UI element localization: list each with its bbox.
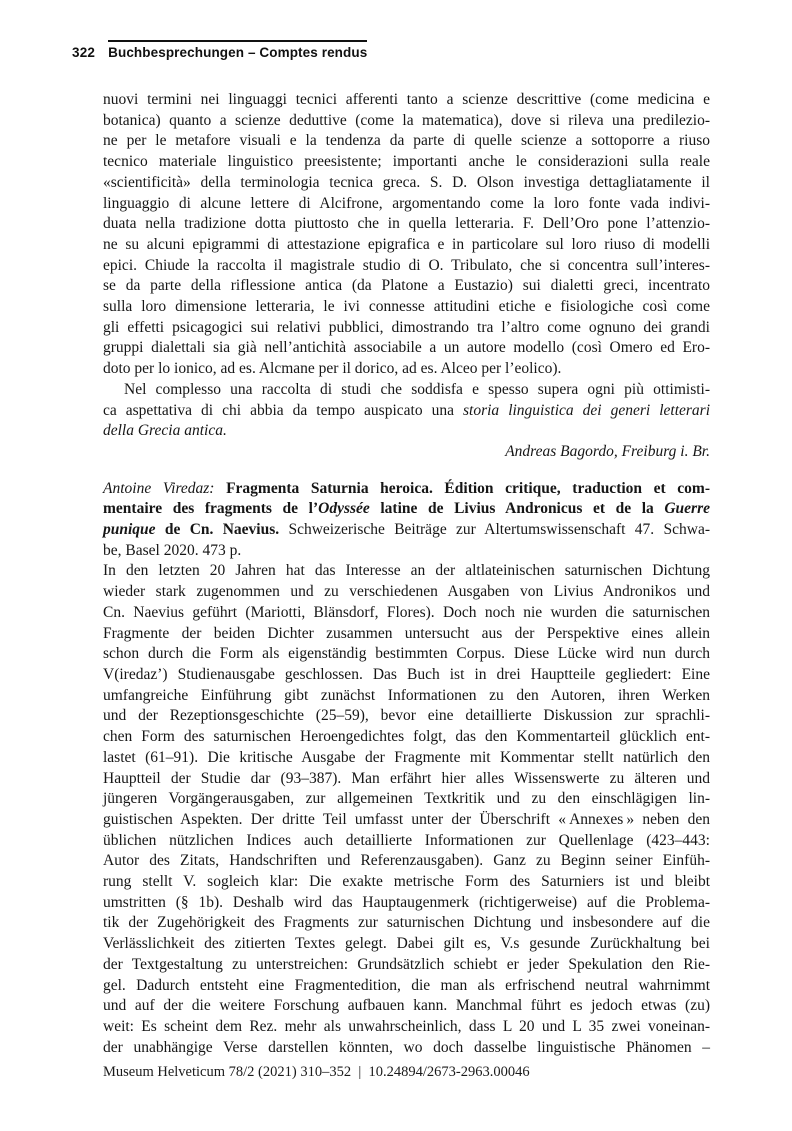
text-line: linguaggio di alcune lettere di Alcifrone, argomentando come la loro fonte vada indivi- [103, 194, 710, 212]
text-line: guistischen Aspekten. Der dritte Teil umfasst unter der Überschrift « Annexes » neben den [103, 810, 710, 828]
text-line: der Textgestaltung zu unterstreichen: Grundsätzlich schiebt er jeder Spekulation den Rie- [103, 955, 710, 973]
text-line: weit: Es scheint dem Rez. mehr als unwahrscheinlich, dass L 20 und L 35 zwei voneinan- [103, 1017, 710, 1035]
page-header [72, 40, 367, 60]
text-line: botanica) quanto a scienze deduttive (come la matematica), dove si rileva una predilezio- [103, 111, 710, 129]
text-line: jüngeren Vorgängerausgaben, zur allgemeinen Textkritik und zu den einschlägigen lin- [103, 790, 710, 808]
text-line: und auf der die weitere Forschung aufbauen kann. Manchmal führt es jedoch etwas (zu) [103, 997, 710, 1015]
text-line: duata nella tradizione dotta piuttosto che in quella letteraria. F. Dell’Oro pone l’attenzio- [103, 215, 710, 233]
running-head: Buchbesprechungen – Comptes rendus [108, 40, 367, 60]
text-line: umfangreiche Einführung gibt zunächst Informationen zu den Autoren, ihren Werken [103, 686, 710, 704]
text-line: tecnico materiale linguistico preesistente; importanti anche le considerazioni sulla reale [103, 153, 710, 171]
review-text-column [103, 90, 710, 1058]
text-line: be, Basel 2020. 473 p. [103, 541, 242, 559]
reviewer-signature: Andreas Bagordo, Freiburg i. Br. [505, 442, 710, 460]
text-line: Nel complesso una raccolta di studi che soddisfa e spesso supera ogni più ottimisti- [124, 380, 710, 398]
text-line: Hauptteil der Studie dar (93–387). Man erfährt hier alles Wissenswerte zu älteren und [103, 769, 710, 787]
text-line: ne su alcuni epigrammi di attestazione epigrafica e in particolare sul loro riuso di modelli [103, 235, 710, 253]
text-line: «scientificità» della terminologia tecnica greca. S. D. Olson investiga dettagliatamente il [103, 173, 710, 191]
text-line: gruppi dialettali sia già nell’antichità associabile a un autore modello (così Omero ed Ero- [103, 339, 710, 357]
text-line: gel. Dadurch entsteht eine Fragmentedition, die man als erfrischend neutral wahrnimmt [103, 976, 710, 994]
text-line: mentaire des fragments de l’Odyssée latine de Livius Andronicus et de la Guerre [103, 500, 710, 518]
text-line: V(iredaz’) Studienausgabe geschlossen. Das Buch ist in drei Hauptteile gegliedert: Eine [103, 665, 710, 683]
journal-footer: Museum Helveticum 78/2 (2021) 310–352 | 10.24894/2673-2963.00046 [103, 1064, 530, 1080]
text-line: gli effetti psicagogici sui relativi pubblici, dimostrando tra l’altro come ognuno dei grandi [103, 318, 710, 336]
text-line: In den letzten 20 Jahren hat das Interesse an der altlateinischen saturnischen Dichtung [103, 562, 710, 580]
text-line: epici. Chiude la raccolta il magistrale studio di O. Tribulato, che si concentra sull’interes- [103, 256, 710, 274]
text-line: punique de Cn. Naevius. Schweizerische Beiträge zur Altertumswissenschaft 47. Schwa- [103, 521, 710, 539]
text-line: umstritten (§ 1b). Deshalb wird das Hauptaugenmerk (richtigerweise) auf die Problema- [103, 893, 710, 911]
paragraph-conclusion [103, 380, 710, 442]
text-line: rung stellt V. sogleich klar: Die exakte metrische Form des Saturniers ist und bleibt [103, 873, 710, 891]
text-line: Cn. Naevius geführt (Mariotti, Blänsdorf, Flores). Doch noch nie wurden die saturnischen [103, 603, 710, 621]
text-line: chen Form des saturnischen Heroengedichtes folgt, das den Kommentarteil glücklich ent- [103, 728, 710, 746]
text-line: und der Rezeptionsgeschichte (25–59), bevor eine detaillierte Diskussion zur sprachli- [103, 707, 710, 725]
review-heading [103, 479, 710, 562]
page-number: 322 [72, 45, 96, 60]
text-line: doto per lo ionico, ad es. Alcmane per il dorico, ad es. Alceo per l’eolico). [103, 360, 562, 378]
text-line: nuovi termini nei linguaggi tecnici afferenti tanto a scienze descrittive (come medicina e [103, 91, 710, 108]
text-line: Fragmente der beiden Dichter zusammen untersucht aus der Perspektive eines allein [103, 624, 710, 642]
text-line: Verlässlichkeit des zitierten Textes gelegt. Dabei gilt es, V.s gesunde Zurückhaltung bei [103, 935, 710, 953]
text-line: üblichen nützlichen Indices auch detaillierte Informationen zur Quellenlage (423–443: [103, 831, 710, 849]
text-line: tik der Zugehörigkeit des Fragments zur saturnischen Dichtung und insbesondere auf die [103, 914, 710, 932]
text-line: sulla loro dimensione letteraria, le ivi connesse attitudini etiche e fisiologiche così come [103, 298, 710, 316]
text-line: der unabhängige Verse darstellen könnten, wo doch dasselbe linguistische Phänomen – [103, 1038, 710, 1056]
text-line: della Grecia antica. [103, 422, 227, 440]
review-body-paragraph [103, 561, 710, 1058]
text-line: lastet (61–91). Die kritische Ausgabe der Fragmente mit Kommentar stellt natürlich den [103, 748, 710, 766]
text-line: ne per le metafore visuali e la tendenza da parte di quelle scienze a sottoporre a riuso [103, 132, 710, 150]
text-line: schon durch die Form als eigenständig bestimmten Corpus. Diese Lücke wird nun durch [103, 645, 710, 663]
text-line: Antoine Viredaz: Fragmenta Saturnia heroica. Édition critique, traduction et com- [103, 479, 710, 497]
text-line: wieder stark zugenommen und zu verschiedenen Ausgaben von Livius Andronikos und [103, 583, 710, 601]
text-line: Autor des Zitats, Handschriften und Referenzausgaben). Ganz zu Beginn seiner Einfüh- [103, 852, 710, 870]
text-line: ca aspettativa di chi abbia da tempo auspicato una storia linguistica dei generi letterari [103, 401, 711, 419]
paragraph-italian-review-end [103, 90, 710, 380]
text-line: se da parte della riflessione antica (da Platone a Eustazio) sui dialetti greci, incentrato [103, 277, 710, 295]
